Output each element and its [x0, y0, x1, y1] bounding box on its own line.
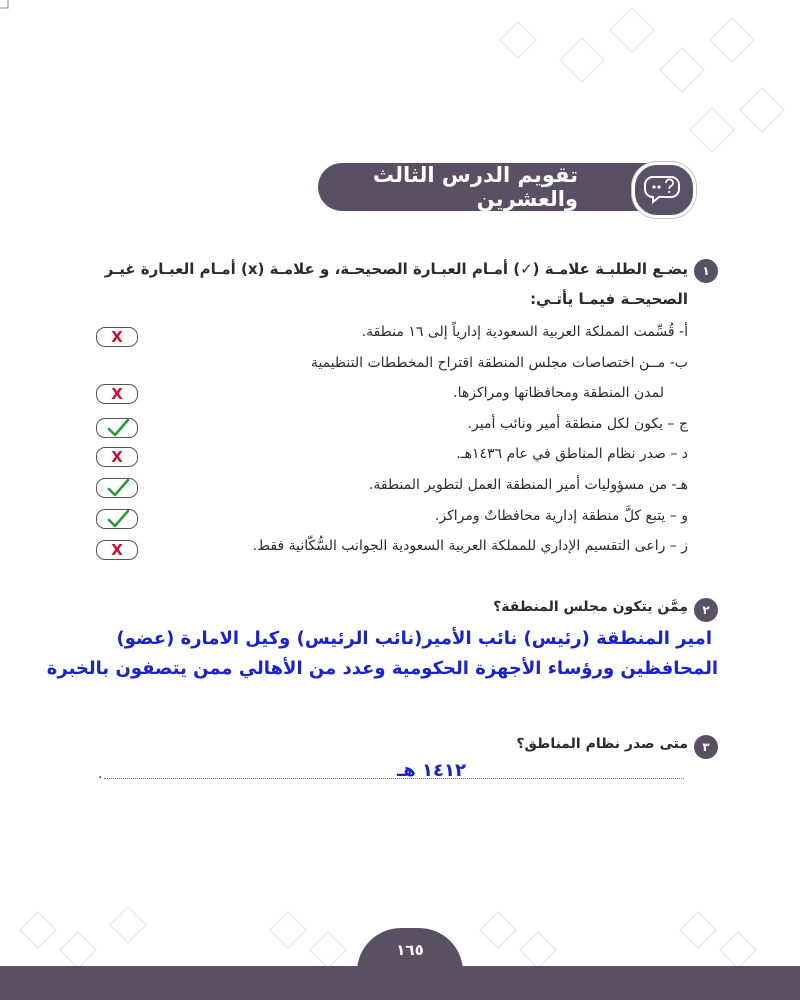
question-1-prompt-line1: يضـع الطلبـة علامـة (✓) أمـام العبـارة الصحيحـة، و علامـة (x) أمـام العبـارة غيـر	[104, 260, 688, 278]
answer-box-c	[96, 418, 138, 438]
trailing-period: .	[98, 766, 103, 782]
answer-box-g	[96, 540, 138, 560]
answer-box-b	[96, 384, 138, 404]
question-bubble-icon	[632, 162, 696, 218]
statement-c: ج – يكون لكل منطقة أمير ونائب أمير.	[467, 416, 688, 432]
answer-box-e	[96, 478, 138, 498]
statement-g: ز – راعى التقسيم الإداري للمملكة العربية السعودية الجوانب السُّكّانية فقط.	[252, 538, 688, 554]
x-mark-icon: X	[111, 327, 123, 346]
x-mark-icon: X	[111, 384, 123, 403]
question-3-prompt: متى صدر نظام المناطق؟	[516, 736, 688, 752]
question-3-answer: ١٤١٢ هـ	[397, 760, 466, 781]
lesson-title-banner	[318, 163, 648, 211]
question-number-3: ٣	[694, 735, 718, 759]
answer-box-d	[96, 447, 138, 467]
statement-b-continued: لمدن المنطقة ومحافظاتها ومراكزها.	[453, 385, 664, 401]
question-1-prompt-line2: الصحيحـة فيمـا يأتـي:	[530, 290, 688, 308]
page-number: ١٦٥	[396, 941, 424, 959]
check-mark-icon	[102, 508, 132, 530]
question-number-2: ٢	[694, 598, 718, 622]
statement-e: هـ- من مسؤوليات أمير المنطقة العمل لتطوير المنطقة.	[368, 477, 688, 493]
crop-mark	[0, 0, 14, 14]
statement-b: ب- مــن اختصاصات مجلس المنطقة اقتراح المخططات التنظيمية	[310, 355, 688, 371]
x-mark-icon: X	[111, 540, 123, 559]
statement-f: و – يتبع كلَّ منطقة إدارية محافظاتٌ ومراكز.	[434, 508, 688, 524]
lesson-title: تقويم الدرس الثالث والعشرين	[372, 163, 578, 211]
page-number-tab	[357, 928, 463, 972]
statement-a: أ- قُسِّمت المملكة العربية السعودية إدارياً إلى ١٦ منطقة.	[361, 324, 688, 340]
statement-d: د – صدر نظام المناطق في عام ١٤٣٦هـ.	[456, 446, 688, 462]
answer-box-f	[96, 509, 138, 529]
question-2-prompt: مِمَّن يتكون مجلس المنطقة؟	[493, 599, 688, 615]
question-number-1: ١	[694, 259, 718, 283]
question-2-answer-line1: امير المنطقة (رئيس) نائب الأمير(نائب الرئيس) وكيل الامارة (عضو)	[116, 628, 712, 649]
question-2-answer-line2: المحافظين ورؤساء الأجهزة الحكومية وعدد من الأهالي ممن يتصفون بالخبرة	[46, 658, 718, 679]
answer-box-a	[96, 327, 138, 347]
x-mark-icon: X	[111, 447, 123, 466]
check-mark-icon	[102, 417, 132, 439]
check-mark-icon	[102, 477, 132, 499]
